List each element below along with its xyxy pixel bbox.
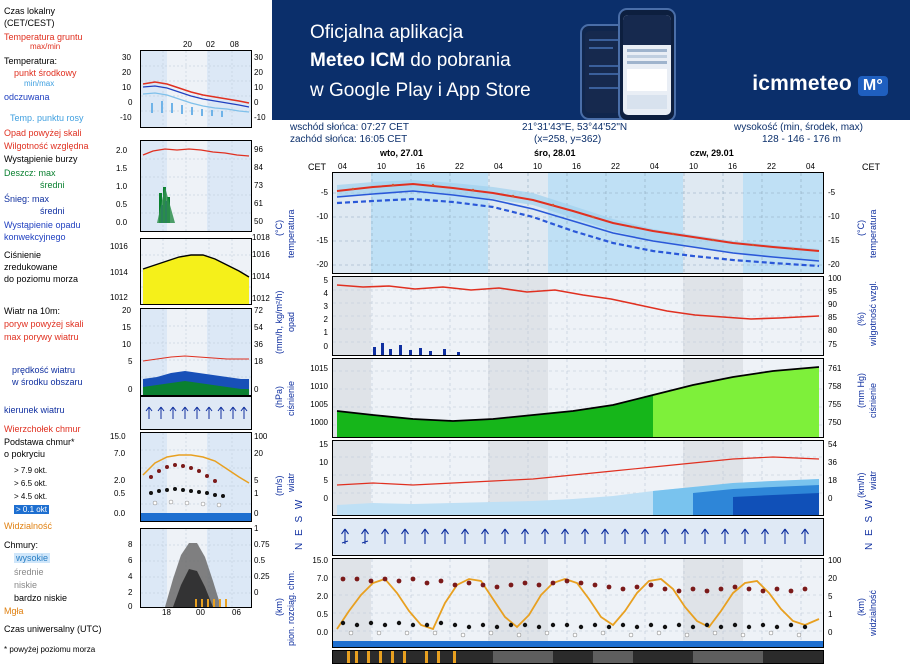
panel-clouds-visibility bbox=[332, 558, 824, 648]
press-axis-unit-r: (mm Hg) bbox=[856, 373, 866, 408]
legend-ground-temp-sub: max/min bbox=[30, 42, 61, 51]
legend-local-time: Czas lokalny bbox=[4, 6, 56, 16]
legend-utc: Czas uniwersalny (UTC) bbox=[4, 624, 102, 634]
cet-label-left: CET bbox=[308, 162, 326, 172]
mini-chart-visibility bbox=[140, 528, 252, 608]
mini-press-right-1: 1016 bbox=[252, 250, 270, 259]
hour-1: 10 bbox=[377, 162, 386, 171]
legend-okt-79: > 7.9 okt. bbox=[14, 466, 48, 475]
hum-tick-2: 90 bbox=[828, 300, 837, 309]
press-axis-label-r: ciśnienie bbox=[868, 382, 878, 418]
sunset-text: zachód słońca: 16:05 CET bbox=[290, 134, 408, 145]
mini-hum-right-2: 73 bbox=[254, 181, 263, 190]
precip-tick-0: 5 bbox=[323, 276, 328, 285]
temp-tick-left-3: -20 bbox=[316, 260, 328, 269]
temp-tick-left-0: -5 bbox=[320, 188, 328, 197]
cloud-tick-2: 2.0 bbox=[316, 592, 328, 601]
legend-pressure-1: Ciśnienie bbox=[4, 250, 42, 260]
legend-okt-45: > 4.5 okt. bbox=[14, 492, 48, 501]
legend-clouds: Chmury: bbox=[4, 540, 39, 550]
phone-front bbox=[618, 8, 676, 120]
legend-humidity: Wilgotność względna bbox=[4, 141, 89, 151]
cloud-tick-3: 0.5 bbox=[316, 610, 328, 619]
mini-chart-wind bbox=[140, 308, 252, 396]
mini-temp-right-3: 0 bbox=[254, 98, 259, 107]
vis-tick-2: 5 bbox=[828, 592, 833, 601]
hour-7: 22 bbox=[611, 162, 620, 171]
mini-hour-top-0: 20 bbox=[183, 40, 192, 49]
legend-pressure-3: do poziomu morza bbox=[4, 274, 79, 284]
precip-tick-2: 3 bbox=[323, 302, 328, 311]
winddir-axis-label-right: N E S W bbox=[864, 497, 875, 550]
mini-temp-left-0: 30 bbox=[122, 53, 131, 62]
mini-chart-wind-direction bbox=[140, 396, 252, 430]
cloud-tick-1: 7.0 bbox=[316, 574, 328, 583]
mini-hum-right-3: 61 bbox=[254, 199, 263, 208]
legend-clouds-high: wysokie bbox=[16, 553, 49, 563]
legend-gust-over: poryw powyżej skali bbox=[4, 319, 84, 329]
hour-0: 04 bbox=[338, 162, 347, 171]
legend-snow-mean: średni bbox=[40, 206, 65, 216]
temp-axis-label-right: temperatura bbox=[868, 209, 878, 258]
mini-press-right-2: 1014 bbox=[252, 272, 270, 281]
mini-wind-left-0: 20 bbox=[122, 306, 131, 315]
hum-tick-3: 85 bbox=[828, 313, 837, 322]
temp-axis-label-left: temperatura bbox=[286, 209, 296, 258]
mini-wind-left-3: 5 bbox=[128, 357, 133, 366]
temp-tick-right-3: -20 bbox=[828, 260, 840, 269]
mini-vis-left-0: 8 bbox=[128, 540, 133, 549]
mini-hum-right-4: 50 bbox=[254, 217, 263, 226]
phone-mockups bbox=[572, 4, 702, 120]
wind-tick-r3: 0 bbox=[828, 494, 833, 503]
mini-cloud-left-3: 0.5 bbox=[114, 489, 126, 498]
meteogram-main bbox=[272, 146, 910, 660]
mini-hum-right-0: 96 bbox=[254, 145, 263, 154]
mini-press-left-0: 1016 bbox=[110, 242, 128, 251]
hour-10: 16 bbox=[728, 162, 737, 171]
mini-cloud-left-4: 0.0 bbox=[114, 509, 126, 518]
mini-hour-top-2: 08 bbox=[230, 40, 239, 49]
mini-vis-right-1: 0.75 bbox=[254, 540, 270, 549]
banner-line-1: Oficjalna aplikacja bbox=[310, 22, 464, 43]
vis-tick-0: 100 bbox=[828, 556, 842, 565]
legend-fog: Mgła bbox=[4, 606, 24, 616]
panel-precip-humidity bbox=[332, 276, 824, 356]
press-tick-r0: 761 bbox=[828, 364, 842, 373]
temp-tick-left-1: -10 bbox=[316, 212, 328, 221]
mini-chart-humidity bbox=[140, 140, 252, 232]
legend-wind-speed-1: prędkość wiatru bbox=[12, 365, 76, 375]
mini-vis-right-0: 1 bbox=[254, 524, 259, 533]
temp-tick-left-2: -15 bbox=[316, 236, 328, 245]
cloud-tick-4: 0.0 bbox=[316, 628, 328, 637]
press-tick-1: 1010 bbox=[310, 382, 328, 391]
legend-wind-dir: kierunek wiatru bbox=[4, 405, 65, 415]
legend-pressure-2: zredukowane bbox=[4, 262, 58, 272]
mini-temp-left-3: 0 bbox=[128, 98, 133, 107]
wind-axis-label: wiatr bbox=[286, 472, 296, 492]
legend-ground-temp: Temperatura gruntu bbox=[4, 32, 83, 42]
mini-wind-left-4: 0 bbox=[128, 385, 133, 394]
mini-chart-temperature bbox=[140, 50, 252, 128]
mini-vis-right-4: 0 bbox=[254, 588, 259, 597]
precip-tick-1: 4 bbox=[323, 289, 328, 298]
press-tick-r3: 750 bbox=[828, 418, 842, 427]
wind-tick-r1: 36 bbox=[828, 458, 837, 467]
temp-tick-right-0: -5 bbox=[828, 188, 836, 197]
legend-visibility: Widzialność bbox=[4, 521, 53, 531]
cet-label-right: CET bbox=[862, 162, 880, 172]
mini-cloud-left-0: 15.0 bbox=[110, 432, 126, 441]
panel-wind-direction bbox=[332, 518, 824, 556]
cloud-axis-label: pion. rozciąg. chm. bbox=[286, 570, 296, 646]
legend-dewpoint: Temp. punktu rosy bbox=[10, 113, 84, 123]
press-tick-r1: 758 bbox=[828, 382, 842, 391]
legend-panel bbox=[0, 0, 272, 660]
banner-app-name: Meteo ICM bbox=[310, 50, 405, 71]
legend-cloud-base-2: o pokryciu bbox=[4, 449, 46, 459]
hum-tick-0: 100 bbox=[828, 274, 842, 283]
legend-clouds-vlow: bardzo niskie bbox=[14, 593, 68, 603]
vis-axis-unit: (km) bbox=[856, 598, 866, 616]
mini-cloud-right-0: 100 bbox=[254, 432, 268, 441]
altitude-label: wysokość (min, środek, max) bbox=[734, 122, 863, 133]
mini-wind-left-2: 10 bbox=[122, 340, 131, 349]
mini-cloud-left-2: 2.0 bbox=[114, 476, 126, 485]
legend-temperature: Temperatura: bbox=[4, 56, 58, 66]
mini-hour-bot-0: 18 bbox=[162, 608, 171, 617]
logo-badge: M° bbox=[858, 76, 888, 96]
mini-wind-right-3: 18 bbox=[254, 357, 263, 366]
mini-wind-right-1: 54 bbox=[254, 323, 263, 332]
wind-axis-unit: (m/s) bbox=[274, 475, 284, 496]
day-label-2: czw, 29.01 bbox=[690, 148, 734, 158]
legend-snow-max: Śnieg: max bbox=[4, 194, 50, 204]
mini-wind-right-0: 72 bbox=[254, 306, 263, 315]
altitude-value: 128 - 146 - 176 m bbox=[762, 134, 841, 145]
legend-conv-1: Wystąpienie opadu bbox=[4, 220, 81, 230]
mini-chart-pressure bbox=[140, 238, 252, 305]
mini-temp-right-0: 30 bbox=[254, 53, 263, 62]
wind-tick-1: 10 bbox=[319, 458, 328, 467]
legend-temp-minmax: min/max bbox=[24, 79, 55, 88]
mini-hum-left-4: 0.0 bbox=[116, 218, 128, 227]
mini-hour-bot-2: 06 bbox=[232, 608, 241, 617]
icmmeteo-logo bbox=[752, 72, 888, 96]
vis-axis-label: widzialność bbox=[868, 589, 878, 636]
hour-8: 04 bbox=[650, 162, 659, 171]
temp-tick-right-2: -15 bbox=[828, 236, 840, 245]
mini-temp-right-2: 10 bbox=[254, 83, 263, 92]
hum-axis-label: wilgotność wzgl. bbox=[868, 280, 878, 346]
precip-tick-5: 0 bbox=[323, 342, 328, 351]
legend-wind-speed-2: w środku obszaru bbox=[12, 377, 83, 387]
sunrise-text: wschód słońca: 07:27 CET bbox=[290, 122, 409, 133]
precip-tick-3: 2 bbox=[323, 315, 328, 324]
wind-tick-3: 0 bbox=[323, 494, 328, 503]
precip-axis-unit: (mm/h, kg/m²/h) bbox=[274, 290, 284, 354]
hum-tick-4: 80 bbox=[828, 326, 837, 335]
mini-hour-bot-1: 00 bbox=[196, 608, 205, 617]
mini-vis-left-1: 6 bbox=[128, 556, 133, 565]
mini-hour-top-1: 02 bbox=[206, 40, 215, 49]
panel-cloud-cover bbox=[332, 650, 824, 664]
mini-vis-right-2: 0.5 bbox=[254, 556, 266, 565]
legend-temp-mid: punkt środkowy bbox=[14, 68, 77, 78]
mini-hum-left-0: 2.0 bbox=[116, 146, 128, 155]
hour-5: 10 bbox=[533, 162, 542, 171]
press-axis-label: ciśnienie bbox=[286, 380, 296, 416]
mini-wind-right-4: 0 bbox=[254, 385, 259, 394]
hour-4: 04 bbox=[494, 162, 503, 171]
legend-gust-max: max porywy wiatru bbox=[4, 332, 79, 342]
legend-cloud-base-1: Podstawa chmur* bbox=[4, 437, 75, 447]
legend-cloud-top: Wierzchołek chmur bbox=[4, 424, 81, 434]
cloud-tick-0: 15.0 bbox=[312, 556, 328, 565]
hour-3: 22 bbox=[455, 162, 464, 171]
wind-tick-2: 5 bbox=[323, 476, 328, 485]
press-tick-2: 1005 bbox=[310, 400, 328, 409]
app-promo-banner[interactable] bbox=[272, 0, 910, 120]
banner-line-2-rest: do pobrania bbox=[405, 50, 511, 71]
vis-tick-3: 1 bbox=[828, 610, 833, 619]
temp-tick-right-1: -10 bbox=[828, 212, 840, 221]
press-axis-unit: (hPa) bbox=[274, 385, 284, 408]
banner-line-2 bbox=[310, 50, 511, 72]
panel-temperature bbox=[332, 172, 824, 274]
phone-front-screen bbox=[623, 15, 671, 115]
hum-axis-unit: (%) bbox=[856, 312, 866, 326]
legend-footnote: * powyżej poziomu morza bbox=[4, 645, 96, 654]
cloud-axis-unit: (km) bbox=[274, 598, 284, 616]
mini-temp-left-2: 10 bbox=[122, 83, 131, 92]
vis-tick-1: 20 bbox=[828, 574, 837, 583]
legend-local-time-2: (CET/CEST) bbox=[4, 18, 55, 28]
hum-tick-5: 75 bbox=[828, 340, 837, 349]
legend-okt-65: > 6.5 okt. bbox=[14, 479, 48, 488]
press-tick-r2: 755 bbox=[828, 400, 842, 409]
legend-conv-2: konwekcyjnego bbox=[4, 232, 66, 242]
precip-axis-label: opad bbox=[286, 311, 296, 332]
precip-tick-4: 1 bbox=[323, 328, 328, 337]
legend-storm: Wystąpienie burzy bbox=[4, 154, 78, 164]
temp-axis-unit-right: (°C) bbox=[856, 219, 866, 236]
mini-vis-right-3: 0.25 bbox=[254, 572, 270, 581]
legend-clouds-mid: średnie bbox=[14, 567, 44, 577]
grid-point-text: (x=258, y=362) bbox=[534, 134, 602, 145]
legend-rain-max: Deszcz: max bbox=[4, 168, 56, 178]
mini-wind-right-2: 36 bbox=[254, 340, 263, 349]
mini-temp-right-4: -10 bbox=[254, 113, 266, 122]
mini-press-right-0: 1018 bbox=[252, 233, 270, 242]
location-info-row bbox=[272, 120, 910, 146]
mini-wind-left-1: 15 bbox=[122, 323, 131, 332]
logo-text: icmmeteo bbox=[752, 72, 852, 95]
legend-clouds-low: niskie bbox=[14, 580, 38, 590]
wind-tick-r2: 18 bbox=[828, 476, 837, 485]
hum-tick-1: 95 bbox=[828, 287, 837, 296]
legend-rain-mean: średni bbox=[40, 180, 65, 190]
wind-axis-label-r: wiatr bbox=[868, 470, 878, 490]
hour-12: 04 bbox=[806, 162, 815, 171]
mini-press-left-2: 1012 bbox=[110, 293, 128, 302]
mini-vis-left-2: 4 bbox=[128, 572, 133, 581]
day-label-0: wto, 27.01 bbox=[380, 148, 424, 158]
hour-9: 10 bbox=[689, 162, 698, 171]
hour-6: 16 bbox=[572, 162, 581, 171]
hour-2: 16 bbox=[416, 162, 425, 171]
mini-temp-left-4: -10 bbox=[120, 113, 132, 122]
hour-11: 22 bbox=[767, 162, 776, 171]
mini-cloud-right-4: 0 bbox=[254, 509, 259, 518]
mini-hum-left-1: 1.5 bbox=[116, 164, 128, 173]
mini-hum-right-1: 84 bbox=[254, 163, 263, 172]
mini-chart-clouds bbox=[140, 432, 252, 522]
mini-vis-left-4: 0 bbox=[128, 602, 133, 611]
panel-wind bbox=[332, 440, 824, 516]
legend-okt-01: > 0.1 okt bbox=[16, 505, 47, 514]
temp-axis-unit-left: (°C) bbox=[274, 219, 284, 236]
vis-tick-4: 0 bbox=[828, 628, 833, 637]
wind-axis-unit-r: (km/h) bbox=[856, 472, 866, 498]
legend-felt: odczuwana bbox=[4, 92, 50, 102]
wind-tick-0: 15 bbox=[319, 440, 328, 449]
legend-wind10: Wiatr na 10m: bbox=[4, 306, 61, 316]
mini-hum-left-3: 0.5 bbox=[116, 200, 128, 209]
coordinates-text: 21°31'43"E, 53°44'52"N bbox=[522, 122, 628, 133]
mini-cloud-right-3: 1 bbox=[254, 489, 259, 498]
mini-temp-right-1: 20 bbox=[254, 68, 263, 77]
wind-tick-r0: 54 bbox=[828, 440, 837, 449]
mini-cloud-right-2: 5 bbox=[254, 476, 259, 485]
mini-cloud-left-1: 7.0 bbox=[114, 449, 126, 458]
press-tick-3: 1000 bbox=[310, 418, 328, 427]
press-tick-0: 1015 bbox=[310, 364, 328, 373]
banner-line-3: w Google Play i App Store bbox=[310, 80, 531, 101]
mini-hum-left-2: 1.0 bbox=[116, 182, 128, 191]
day-label-1: śro, 28.01 bbox=[534, 148, 576, 158]
panel-pressure bbox=[332, 358, 824, 438]
mini-vis-left-3: 2 bbox=[128, 588, 133, 597]
mini-press-left-1: 1014 bbox=[110, 268, 128, 277]
mini-temp-left-1: 20 bbox=[122, 68, 131, 77]
mini-press-right-3: 1012 bbox=[252, 294, 270, 303]
mini-cloud-right-1: 20 bbox=[254, 449, 263, 458]
legend-precip-over: Opad powyżej skali bbox=[4, 128, 82, 138]
winddir-axis-label-left: N E S W bbox=[294, 497, 305, 550]
